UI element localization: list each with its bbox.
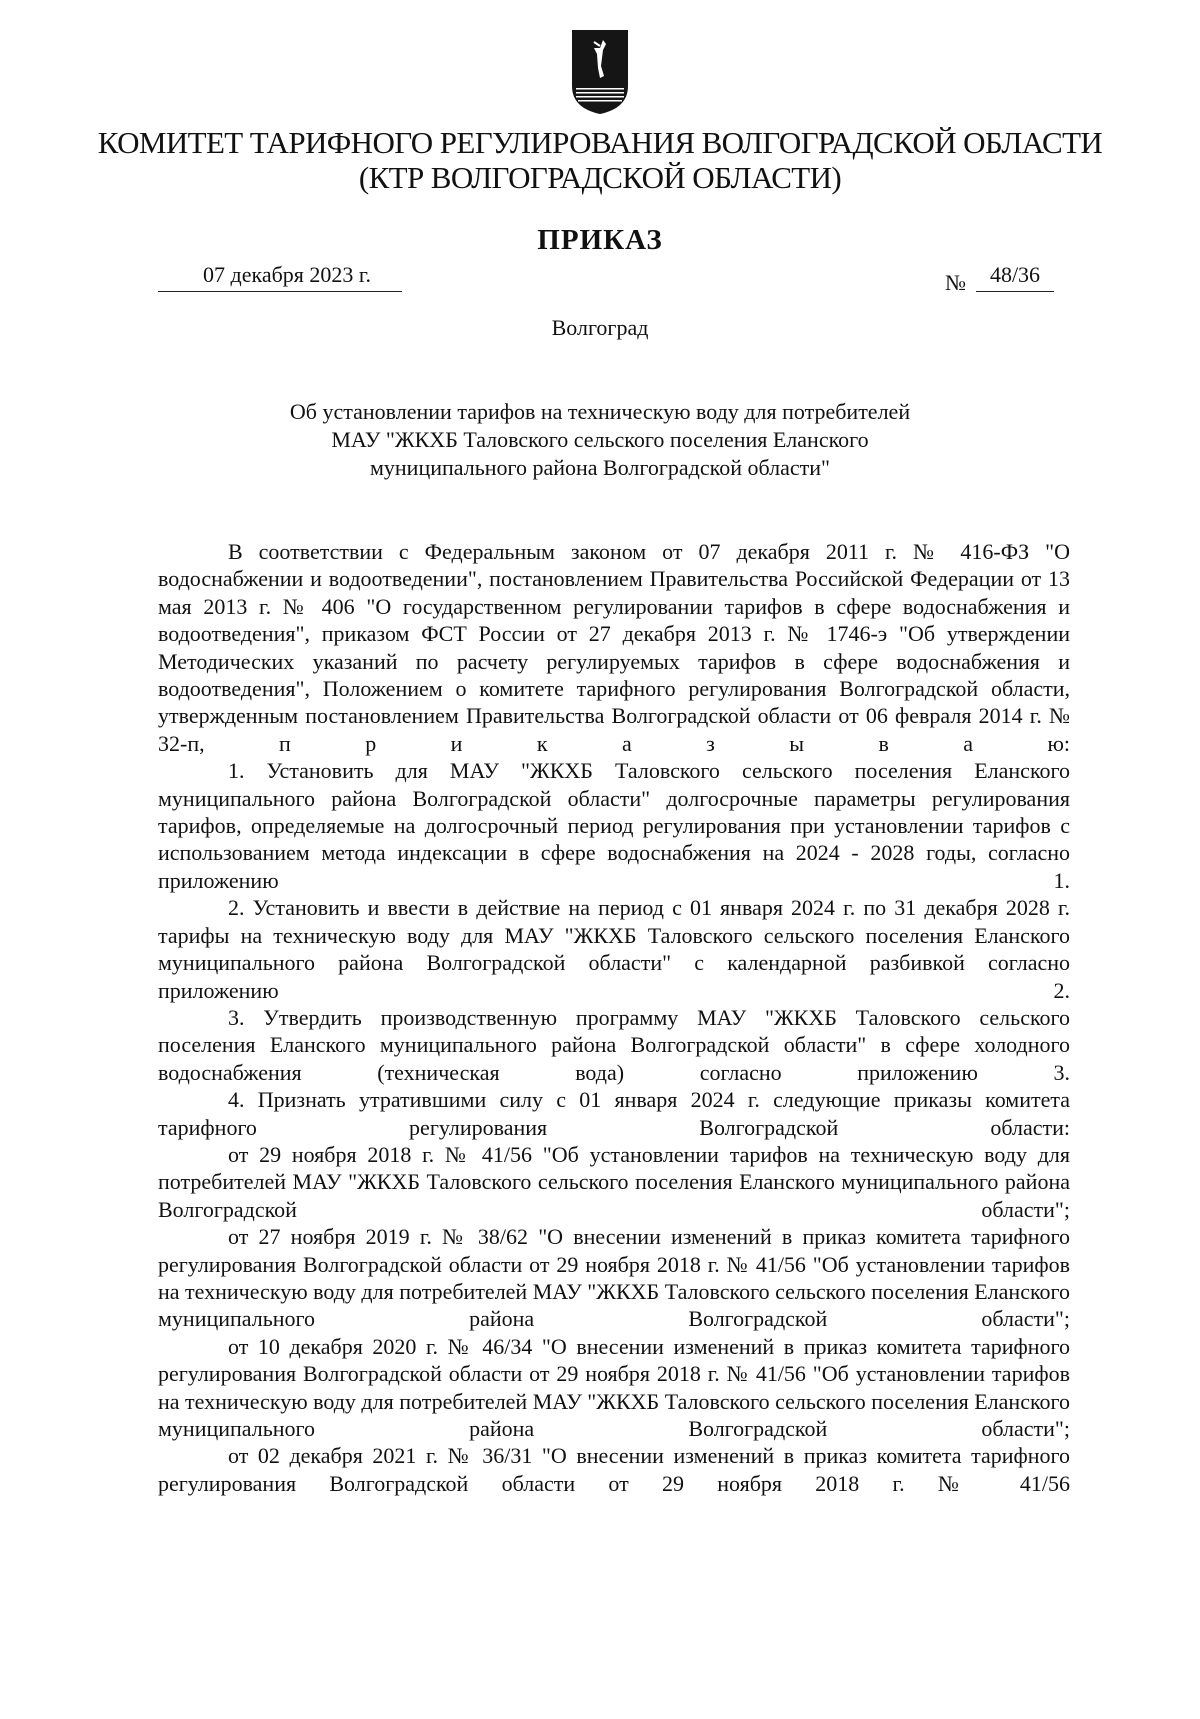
document-title: ПРИКАЗ xyxy=(537,224,663,256)
subject-line: муниципального района Волгоградской области" xyxy=(369,455,831,480)
document-number-field xyxy=(976,262,1054,292)
document-body xyxy=(158,538,1070,1497)
document-date: 07 декабря 2023 г. xyxy=(203,262,371,287)
org-short-name: (КТР ВОЛГОГРАДСКОЙ ОБЛАСТИ) xyxy=(358,160,842,195)
body-paragraph: 4. Признать утратившими силу с 01 января 2024 г. следующие приказы комитета тарифного регулирования Волгоградской области: xyxy=(158,1087,1070,1140)
document-date-field xyxy=(158,262,402,292)
body-paragraph: от 29 ноября 2018 г. № 41/56 "Об установлении тарифов на техническую воду для потребителей МАУ "ЖКХБ Таловского сельского поселения Еланского муниципального района Волгоградской области"; xyxy=(158,1141,1070,1222)
coat-of-arms-emblem-icon xyxy=(570,28,630,116)
subject-line: МАУ "ЖКХБ Таловского сельского поселения Еланского xyxy=(331,427,869,452)
document-city: Волгоград xyxy=(551,315,649,340)
body-paragraph: 2. Установить и ввести в действие на период с 01 января 2024 г. по 31 декабря 2028 г. тарифы на техническую воду для МАУ "ЖКХБ Таловского сельского поселения Еланского муниципального района Волгоградской области" с календарной разбивкой согласно приложению 2. xyxy=(158,895,1070,1003)
document-number: 48/36 xyxy=(989,262,1041,287)
subject-line: Об установлении тарифов на техническую воду для потребителей xyxy=(289,399,911,424)
body-paragraph: от 27 ноября 2019 г. № 38/62 "О внесении изменений в приказ комитета тарифного регулирования Волгоградской области от 29 ноября 2018 г. № 41/56 "Об установлении тарифов на техническую воду для потребителей МАУ "ЖКХБ Таловского сельского поселения Еланского муниципального района Волгоградской области"; xyxy=(158,1224,1071,1332)
document-subject xyxy=(200,398,1000,482)
body-paragraph: от 02 декабря 2021 г. № 36/31 "О внесении изменений в приказ комитета тарифного регулирования Волгоградской области от 29 ноября 2018 г. № 41/56 xyxy=(158,1443,1070,1496)
body-paragraph: В соответствии с Федеральным законом от 07 декабря 2011 г. № 416-ФЗ "О водоснабжении и водоотведении", постановлением Правительства Российской Федерации от 13 мая 2013 г. № 406 "О государственном регулировании тарифов в сфере водоснабжения и водоотведения", приказом ФСТ России от 27 декабря 2013 г. № 1746-э "Об утверждении Методических указаний по расчету регулируемых тарифов в сфере водоснабжения и водоотведения", Положением о комитете тарифного регулирования Волгоградской области, утвержденным постановлением Правительства Волгоградской области от 06 февраля 2014 г. № 32-п, п р и к а з ы в а ю: xyxy=(158,539,1070,756)
number-underline xyxy=(976,291,1054,292)
body-paragraph: 3. Утвердить производственную программу МАУ "ЖКХБ Таловского сельского поселения Еланского муниципального района Волгоградской области" в сфере холодного водоснабжения (техническая вода) согласно приложению 3. xyxy=(158,1004,1070,1085)
body-paragraph: от 10 декабря 2020 г. № 46/34 "О внесении изменений в приказ комитета тарифного регулирования Волгоградской области от 29 ноября 2018 г. № 41/56 "Об установлении тарифов на техническую воду для потребителей МАУ "ЖКХБ Таловского сельского поселения Еланского муниципального района Волгоградской области"; xyxy=(158,1333,1071,1441)
org-name: КОМИТЕТ ТАРИФНОГО РЕГУЛИРОВАНИЯ ВОЛГОГРАДСКОЙ ОБЛАСТИ xyxy=(97,125,1103,160)
date-underline xyxy=(158,291,402,292)
number-label: № xyxy=(945,270,966,295)
body-paragraph: 1. Установить для МАУ "ЖКХБ Таловского сельского поселения Еланского муниципального района Волгоградской области" долгосрочные параметры регулирования тарифов, определяемые на долгосрочный период регулирования при установлении тарифов с использованием метода индексации в сфере водоснабжения на 2024 - 2028 годы, согласно приложению 1. xyxy=(158,758,1070,893)
